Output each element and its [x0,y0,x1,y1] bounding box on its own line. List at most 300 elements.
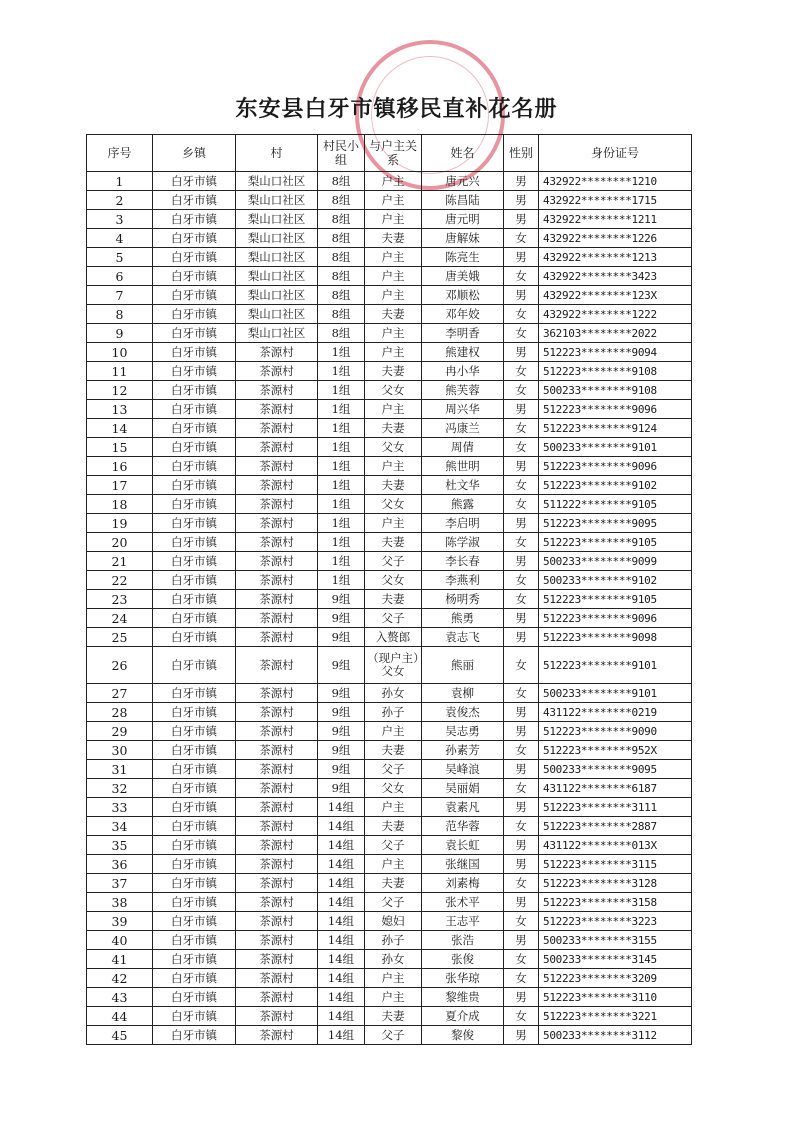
table-row [87,741,692,760]
relation-cell: 户主 [365,457,422,476]
gender-cell: 女 [504,590,539,609]
gender-cell: 男 [504,760,539,779]
serial-number-cell: 43 [87,988,153,1007]
name-cell: 陈昌陆 [422,191,504,210]
gender-cell: 男 [504,1026,539,1045]
township-cell: 白牙市镇 [153,381,236,400]
table-row [87,912,692,931]
name-cell: 李启明 [422,514,504,533]
group-cell: 8组 [318,191,365,210]
id-number-cell: 500233********9101 [539,438,692,457]
relation-cell: 户主 [365,343,422,362]
township-cell: 白牙市镇 [153,798,236,817]
township-cell: 白牙市镇 [153,684,236,703]
village-cell: 梨山口社区 [236,267,318,286]
group-cell: 14组 [318,1007,365,1026]
village-cell: 茶源村 [236,381,318,400]
name-cell: 夏介成 [422,1007,504,1026]
gender-cell: 男 [504,855,539,874]
id-number-cell: 432922********1213 [539,248,692,267]
gender-cell: 男 [504,248,539,267]
gender-cell: 女 [504,779,539,798]
township-cell: 白牙市镇 [153,400,236,419]
serial-number-cell: 20 [87,533,153,552]
village-cell: 茶源村 [236,912,318,931]
name-cell: 冉小华 [422,362,504,381]
id-number-cell: 432922********1222 [539,305,692,324]
township-cell: 白牙市镇 [153,343,236,362]
group-cell: 14组 [318,817,365,836]
relation-cell: 入赘郎 [365,628,422,647]
gender-cell: 女 [504,381,539,400]
name-cell: 唐元明 [422,210,504,229]
serial-number-cell: 11 [87,362,153,381]
group-cell: 8组 [318,172,365,191]
group-cell: 8组 [318,305,365,324]
table-row [87,324,692,343]
id-number-cell: 512223********3209 [539,969,692,988]
id-number-cell: 512223********9096 [539,400,692,419]
name-cell: 袁志飞 [422,628,504,647]
id-number-cell: 512223********9108 [539,362,692,381]
relation-cell: 父女 [365,779,422,798]
township-cell: 白牙市镇 [153,703,236,722]
gender-cell: 女 [504,817,539,836]
table-row [87,798,692,817]
group-cell: 1组 [318,400,365,419]
group-cell: 14组 [318,874,365,893]
id-number-cell: 512223********9102 [539,476,692,495]
id-number-cell: 512223********9105 [539,533,692,552]
table-row [87,988,692,1007]
name-cell: 熊建权 [422,343,504,362]
id-number-cell: 512223********9098 [539,628,692,647]
gender-cell: 男 [504,931,539,950]
serial-number-cell: 9 [87,324,153,343]
township-cell: 白牙市镇 [153,419,236,438]
header-cell: 姓名 [422,135,504,172]
serial-number-cell: 27 [87,684,153,703]
table-row [87,1007,692,1026]
group-cell: 14组 [318,798,365,817]
gender-cell: 男 [504,836,539,855]
township-cell: 白牙市镇 [153,552,236,571]
village-cell: 茶源村 [236,836,318,855]
name-cell: 袁素凡 [422,798,504,817]
township-cell: 白牙市镇 [153,248,236,267]
name-cell: 吴丽娟 [422,779,504,798]
village-cell: 梨山口社区 [236,324,318,343]
group-cell: 9组 [318,741,365,760]
gender-cell: 女 [504,324,539,343]
relation-cell: 父女 [365,495,422,514]
id-number-cell: 512223********9094 [539,343,692,362]
table-body [87,172,692,1045]
relation-cell: 户主 [365,191,422,210]
serial-number-cell: 17 [87,476,153,495]
village-cell: 茶源村 [236,609,318,628]
relation-cell: （现户主）父女 [365,647,422,684]
name-cell: 吴志勇 [422,722,504,741]
name-cell: 黎维贵 [422,988,504,1007]
name-cell: 吴峰浪 [422,760,504,779]
group-cell: 1组 [318,533,365,552]
group-cell: 1组 [318,438,365,457]
table-row [87,248,692,267]
relation-cell: 户主 [365,267,422,286]
village-cell: 茶源村 [236,817,318,836]
group-cell: 9组 [318,647,365,684]
gender-cell: 女 [504,571,539,590]
header-cell: 身份证号 [539,135,692,172]
serial-number-cell: 1 [87,172,153,191]
relation-cell: 夫妻 [365,590,422,609]
group-cell: 14组 [318,836,365,855]
table-row [87,836,692,855]
table-row [87,647,692,684]
gender-cell: 男 [504,400,539,419]
gender-cell: 男 [504,798,539,817]
gender-cell: 男 [504,210,539,229]
township-cell: 白牙市镇 [153,647,236,684]
township-cell: 白牙市镇 [153,324,236,343]
table-row [87,684,692,703]
id-number-cell: 512223********3128 [539,874,692,893]
gender-cell: 男 [504,286,539,305]
gender-cell: 男 [504,514,539,533]
id-number-cell: 362103********2022 [539,324,692,343]
relation-cell: 夫妻 [365,229,422,248]
id-number-cell: 500233********9101 [539,684,692,703]
header-cell: 村 [236,135,318,172]
village-cell: 茶源村 [236,969,318,988]
township-cell: 白牙市镇 [153,305,236,324]
group-cell: 14组 [318,893,365,912]
relation-cell: 父子 [365,1026,422,1045]
id-number-cell: 500233********3145 [539,950,692,969]
relation-cell: 户主 [365,248,422,267]
village-cell: 茶源村 [236,362,318,381]
relation-cell: 父子 [365,760,422,779]
gender-cell: 女 [504,305,539,324]
id-number-cell: 500233********9102 [539,571,692,590]
village-cell: 茶源村 [236,1026,318,1045]
serial-number-cell: 45 [87,1026,153,1045]
name-cell: 袁俊杰 [422,703,504,722]
id-number-cell: 432922********1226 [539,229,692,248]
id-number-cell: 431122********6187 [539,779,692,798]
name-cell: 张俊 [422,950,504,969]
table-row [87,722,692,741]
village-cell: 茶源村 [236,400,318,419]
township-cell: 白牙市镇 [153,836,236,855]
village-cell: 茶源村 [236,590,318,609]
gender-cell: 女 [504,229,539,248]
township-cell: 白牙市镇 [153,210,236,229]
table-row [87,343,692,362]
table-row [87,571,692,590]
township-cell: 白牙市镇 [153,950,236,969]
name-cell: 熊芙蓉 [422,381,504,400]
relation-cell: 户主 [365,172,422,191]
name-cell: 熊世明 [422,457,504,476]
relation-cell: 父子 [365,609,422,628]
relation-cell: 户主 [365,324,422,343]
group-cell: 8组 [318,286,365,305]
table-row [87,419,692,438]
gender-cell: 女 [504,495,539,514]
name-cell: 周倩 [422,438,504,457]
serial-number-cell: 8 [87,305,153,324]
village-cell: 茶源村 [236,855,318,874]
table-row [87,533,692,552]
table-row [87,609,692,628]
serial-number-cell: 37 [87,874,153,893]
table-row [87,381,692,400]
table-row [87,893,692,912]
village-cell: 梨山口社区 [236,248,318,267]
table-row [87,229,692,248]
serial-number-cell: 15 [87,438,153,457]
id-number-cell: 500233********3112 [539,1026,692,1045]
village-cell: 茶源村 [236,457,318,476]
village-cell: 茶源村 [236,647,318,684]
relation-cell: 户主 [365,400,422,419]
id-number-cell: 512223********9101 [539,647,692,684]
relation-cell: 夫妻 [365,874,422,893]
table-row [87,779,692,798]
serial-number-cell: 6 [87,267,153,286]
serial-number-cell: 39 [87,912,153,931]
name-cell: 张华琼 [422,969,504,988]
id-number-cell: 512223********3158 [539,893,692,912]
name-cell: 周兴华 [422,400,504,419]
name-cell: 邓顺松 [422,286,504,305]
relation-cell: 父子 [365,893,422,912]
serial-number-cell: 42 [87,969,153,988]
village-cell: 梨山口社区 [236,229,318,248]
table-row [87,438,692,457]
serial-number-cell: 7 [87,286,153,305]
gender-cell: 男 [504,722,539,741]
township-cell: 白牙市镇 [153,495,236,514]
township-cell: 白牙市镇 [153,514,236,533]
township-cell: 白牙市镇 [153,590,236,609]
group-cell: 14组 [318,912,365,931]
group-cell: 1组 [318,381,365,400]
name-cell: 李燕利 [422,571,504,590]
serial-number-cell: 23 [87,590,153,609]
relation-cell: 户主 [365,798,422,817]
name-cell: 熊勇 [422,609,504,628]
relation-cell: 父女 [365,381,422,400]
relation-cell: 夫妻 [365,476,422,495]
serial-number-cell: 13 [87,400,153,419]
name-cell: 陈亮生 [422,248,504,267]
name-cell: 李明香 [422,324,504,343]
header-cell: 性别 [504,135,539,172]
relation-cell: 夫妻 [365,305,422,324]
township-cell: 白牙市镇 [153,229,236,248]
group-cell: 8组 [318,210,365,229]
header-cell: 乡镇 [153,135,236,172]
serial-number-cell: 10 [87,343,153,362]
serial-number-cell: 21 [87,552,153,571]
township-cell: 白牙市镇 [153,931,236,950]
township-cell: 白牙市镇 [153,172,236,191]
serial-number-cell: 36 [87,855,153,874]
table-row [87,760,692,779]
gender-cell: 女 [504,684,539,703]
relation-cell: 父女 [365,571,422,590]
id-number-cell: 512223********3111 [539,798,692,817]
name-cell: 刘素梅 [422,874,504,893]
group-cell: 9组 [318,779,365,798]
serial-number-cell: 25 [87,628,153,647]
document-title: 东安县白牙市镇移民直补花名册 [235,96,558,122]
gender-cell: 女 [504,969,539,988]
village-cell: 茶源村 [236,760,318,779]
id-number-cell: 500233********9099 [539,552,692,571]
village-cell: 梨山口社区 [236,191,318,210]
serial-number-cell: 29 [87,722,153,741]
table-row [87,703,692,722]
group-cell: 9组 [318,628,365,647]
gender-cell: 女 [504,419,539,438]
village-cell: 茶源村 [236,950,318,969]
serial-number-cell: 41 [87,950,153,969]
village-cell: 茶源村 [236,476,318,495]
serial-number-cell: 26 [87,647,153,684]
relation-cell: 夫妻 [365,533,422,552]
serial-number-cell: 12 [87,381,153,400]
township-cell: 白牙市镇 [153,912,236,931]
id-number-cell: 432922********3423 [539,267,692,286]
village-cell: 茶源村 [236,684,318,703]
group-cell: 1组 [318,343,365,362]
village-cell: 茶源村 [236,419,318,438]
name-cell: 熊丽 [422,647,504,684]
table-row [87,590,692,609]
serial-number-cell: 33 [87,798,153,817]
group-cell: 8组 [318,248,365,267]
name-cell: 邓年姣 [422,305,504,324]
id-number-cell: 432922********1210 [539,172,692,191]
village-cell: 梨山口社区 [236,305,318,324]
group-cell: 1组 [318,552,365,571]
township-cell: 白牙市镇 [153,722,236,741]
name-cell: 孙素芳 [422,741,504,760]
serial-number-cell: 5 [87,248,153,267]
id-number-cell: 512223********9095 [539,514,692,533]
name-cell: 杜文华 [422,476,504,495]
relation-cell: 孙子 [365,703,422,722]
gender-cell: 女 [504,533,539,552]
gender-cell: 男 [504,457,539,476]
table-row [87,514,692,533]
gender-cell: 男 [504,628,539,647]
table-row [87,286,692,305]
name-cell: 唐元兴 [422,172,504,191]
gender-cell: 女 [504,362,539,381]
id-number-cell: 432922********1715 [539,191,692,210]
serial-number-cell: 18 [87,495,153,514]
gender-cell: 女 [504,912,539,931]
name-cell: 张浩 [422,931,504,950]
id-number-cell: 431122********013X [539,836,692,855]
group-cell: 14组 [318,931,365,950]
table-row [87,931,692,950]
village-cell: 茶源村 [236,628,318,647]
header-cell: 与户主关系 [365,135,422,172]
serial-number-cell: 28 [87,703,153,722]
gender-cell: 女 [504,1007,539,1026]
township-cell: 白牙市镇 [153,874,236,893]
table-row [87,400,692,419]
id-number-cell: 432922********1211 [539,210,692,229]
village-cell: 茶源村 [236,798,318,817]
group-cell: 9组 [318,684,365,703]
table-row [87,950,692,969]
township-cell: 白牙市镇 [153,457,236,476]
id-number-cell: 500233********9108 [539,381,692,400]
serial-number-cell: 19 [87,514,153,533]
gender-cell: 女 [504,874,539,893]
township-cell: 白牙市镇 [153,969,236,988]
group-cell: 9组 [318,722,365,741]
village-cell: 茶源村 [236,988,318,1007]
relation-cell: 户主 [365,988,422,1007]
table-row [87,457,692,476]
id-number-cell: 512223********9105 [539,590,692,609]
name-cell: 张继国 [422,855,504,874]
township-cell: 白牙市镇 [153,609,236,628]
serial-number-cell: 14 [87,419,153,438]
group-cell: 14组 [318,969,365,988]
village-cell: 茶源村 [236,533,318,552]
table-row [87,874,692,893]
table-row [87,817,692,836]
relation-cell: 孙女 [365,684,422,703]
table-row [87,172,692,191]
id-number-cell: 512223********9096 [539,457,692,476]
gender-cell: 女 [504,741,539,760]
serial-number-cell: 2 [87,191,153,210]
id-number-cell: 512223********9090 [539,722,692,741]
village-cell: 茶源村 [236,893,318,912]
township-cell: 白牙市镇 [153,628,236,647]
id-number-cell: 511222********9105 [539,495,692,514]
village-cell: 茶源村 [236,514,318,533]
township-cell: 白牙市镇 [153,741,236,760]
id-number-cell: 512223********3115 [539,855,692,874]
group-cell: 1组 [318,419,365,438]
table-row [87,1026,692,1045]
header-cell: 序号 [87,135,153,172]
name-cell: 范华蓉 [422,817,504,836]
township-cell: 白牙市镇 [153,267,236,286]
id-number-cell: 512223********3223 [539,912,692,931]
township-cell: 白牙市镇 [153,476,236,495]
id-number-cell: 500233********9095 [539,760,692,779]
serial-number-cell: 34 [87,817,153,836]
gender-cell: 男 [504,191,539,210]
township-cell: 白牙市镇 [153,533,236,552]
village-cell: 茶源村 [236,874,318,893]
table-row [87,210,692,229]
relation-cell: 父子 [365,836,422,855]
gender-cell: 男 [504,343,539,362]
